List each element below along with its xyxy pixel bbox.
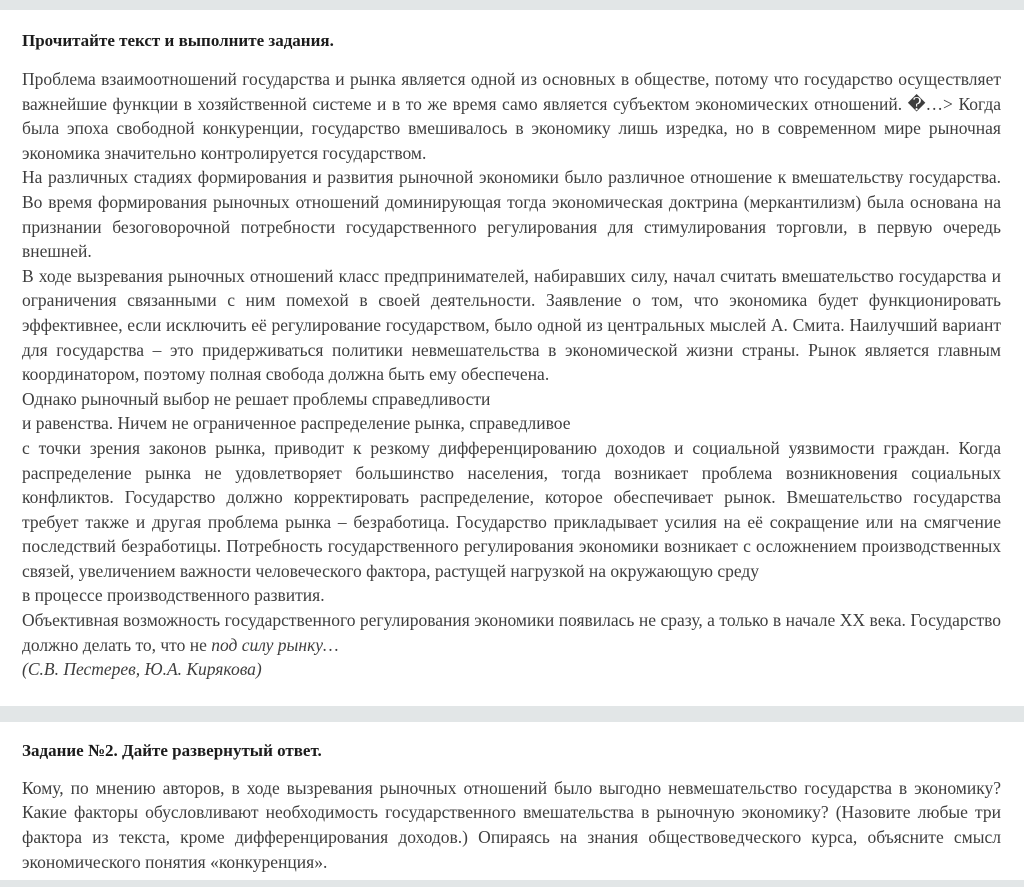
paragraph-4-line-2: и равенства. Ничем не ограниченное распределение рынка, справедливое (22, 413, 571, 434)
bottom-divider-bar (0, 880, 1024, 887)
text-paragraph-5 (22, 608, 1001, 657)
task-section (0, 722, 1024, 874)
top-divider-bar (0, 0, 1024, 10)
paragraph-4-line-1: Однако рыночный выбор не решает проблемы справедливости (22, 388, 491, 409)
text-paragraph-3: В ходе вызревания рыночных отношений класс предпринимателей, набиравших силу, начал считать вмешательство государства и ограничения связанными с ним помехой в своей деятельности. Заявление о том, что экономика будет функционировать эффективнее, если исключить её регулирование государством, было одной из центральных мыслей А. Смита. Наилучший вариант для государства – это придерживаться политики невмешательства в экономической жизни страны. Рынок является главным координатором, поэтому полная свобода должна быть ему обеспечена. (22, 265, 1001, 385)
italic-phrase: под силу рынку… (211, 634, 339, 655)
section-divider-bar (0, 706, 1024, 722)
document-page (0, 10, 1024, 682)
paragraph-4-body: с точки зрения законов рынка, приводит к резкому дифференцированию доходов и социальной уязвимости граждан. Когда распределение рынка не удовлетворяет большинство населения, тогда возникает проблема возникновения социальных конфликтов. Государство должно корректировать распределение, которое обеспечивает рынок. Вмешательство государства требует также и другая проблема рынка – безработица. Государство прикладывает усилия на её сокращение или на смягчение последствий безработицы. Потребность государственного регулирования экономики возникает с осложнением производственных связей, увеличением важности человеческого фактора, растущей нагрузкой на окружающую среду (22, 437, 1001, 581)
text-paragraph-2: На различных стадиях формирования и развития рыночной экономики было различное отношение к вмешательству государства. Во время формирования рыночных отношений доминирующая тогда экономическая доктрина (меркантилизм) была основана на признании безоговорочной потребности государственного регулирования для стимулирования торговли, в первую очередь внешней. (22, 167, 1001, 262)
instruction-heading: Прочитайте текст и выполните задания. (22, 31, 334, 50)
reading-text (22, 67, 1001, 682)
paragraph-4-tail: в процессе производственного развития. (22, 585, 325, 606)
task-body: Кому, по мнению авторов, в ходе вызревания рыночных отношений было выгодно невмешательство государства в экономику? Какие факторы обусловливают необходимость государственного вмешательства в рыночную экономику? (Назовите любые три фактора из текста, кроме дифференцирования доходов.) Опираясь на знания обществоведческого курса, объясните смысл экономического понятия «конкуренция». (22, 777, 1001, 872)
source-attribution: (С.В. Пестерев, Ю.А. Кирякова) (22, 659, 262, 680)
text-paragraph-1: Проблема взаимоотношений государства и рынка является одной из основных в обществе, потому что государство осуществляет важнейшие функции в хозяйственной системе и в то же время само является субъектом экономических отношений. �…> Когда была эпоха свободной конкуренции, государство вмешивалось в экономику лишь изредка, но в современном мире рыночная экономика значительно контролируется государством. (22, 69, 1001, 163)
paragraph-5-lead: Объективная возможность государственного регулирования экономики появилась не сразу, а только в начале XX века. Государство должно делать то, что не (22, 610, 1001, 655)
task-heading: Задание №2. Дайте развернутый ответ. (22, 740, 322, 760)
text-paragraph-4 (22, 387, 1001, 608)
